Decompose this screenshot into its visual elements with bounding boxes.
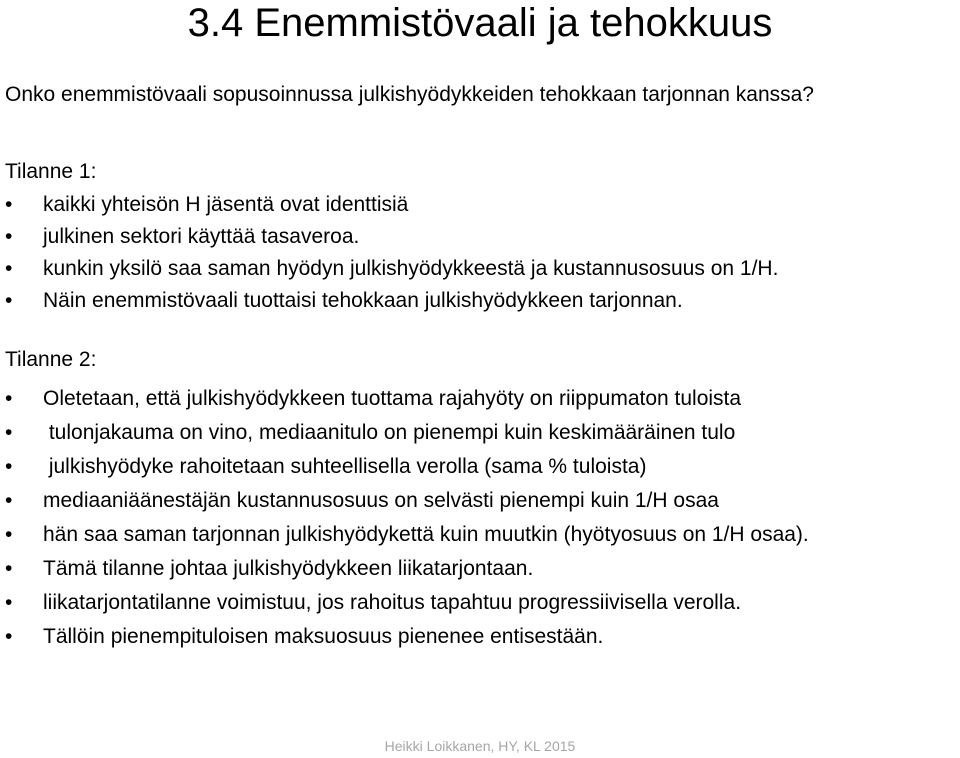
list-item-text: mediaaniäänestäjän kustannusosuus on selvästi pienempi kuin 1/H osaa (43, 489, 719, 512)
bullet-icon: • (5, 557, 13, 580)
list-item-text: hän saa saman tarjonnan julkishyödykettä kuin muutkin (hyötyosuus on 1/H osaa). (43, 523, 809, 546)
list-item (5, 254, 950, 283)
list-item (5, 419, 950, 447)
list-item (5, 623, 950, 651)
list-item (5, 222, 950, 251)
bullet-icon: • (5, 289, 13, 312)
list-item (5, 453, 950, 481)
list-item (5, 589, 950, 617)
list-item-text: Näin enemmistövaali tuottaisi tehokkaan julkishyödykkeen tarjonnan. (43, 289, 683, 312)
situation-1-heading: Tilanne 1: (5, 160, 97, 183)
bullet-icon: • (5, 523, 13, 546)
intro-question: Onko enemmistövaali sopusoinnussa julkishyödykkeiden tehokkaan tarjonnan kanssa? (5, 83, 814, 106)
list-item (5, 385, 950, 413)
list-item-text: liikatarjontatilanne voimistuu, jos rahoitus tapahtuu progressiivisella verolla. (43, 591, 742, 614)
list-item (5, 521, 950, 549)
situation-1 (5, 157, 950, 315)
situation-2 (5, 345, 950, 651)
list-item-text: Tällöin pienempituloisen maksuosuus pienenee entisestään. (43, 625, 604, 648)
list-item (5, 286, 950, 315)
list-item-text: kunkin yksilö saa saman hyödyn julkishyödykkeestä ja kustannusosuus on 1/H. (43, 257, 779, 280)
bullet-icon: • (5, 591, 13, 614)
list-item (5, 487, 950, 515)
list-item (5, 190, 950, 219)
situation-2-heading: Tilanne 2: (5, 348, 97, 371)
bullet-icon: • (5, 421, 13, 444)
list-item-text: Oletetaan, että julkishyödykkeen tuottama rajahyöty on riippumaton tuloista (43, 387, 742, 410)
bullet-icon: • (5, 455, 13, 478)
bullet-icon: • (5, 193, 13, 216)
bullet-icon: • (5, 489, 13, 512)
bullet-icon: • (5, 387, 13, 410)
slide-body (5, 80, 950, 651)
slide-title: 3.4 Enemmistövaali ja tehokkuus (187, 1, 773, 45)
situation-1-list (5, 190, 950, 315)
list-item-text: julkinen sektori käyttää tasaveroa. (43, 225, 360, 248)
bullet-icon: • (5, 225, 13, 248)
situation-2-list (5, 385, 950, 651)
bullet-icon: • (5, 625, 13, 648)
slide-footer: Heikki Loikkanen, HY, KL 2015 (384, 738, 576, 754)
list-item-text: julkishyödyke rahoitetaan suhteellisella verolla (sama % tuloista) (43, 455, 647, 478)
list-item-text: kaikki yhteisön H jäsentä ovat identtisiä (43, 193, 409, 216)
list-item-text: Tämä tilanne johtaa julkishyödykkeen liikatarjontaan. (43, 557, 534, 580)
list-item-text: tulonjakauma on vino, mediaanitulo on pienempi kuin keskimääräinen tulo (43, 421, 736, 444)
bullet-icon: • (5, 257, 13, 280)
list-item (5, 555, 950, 583)
